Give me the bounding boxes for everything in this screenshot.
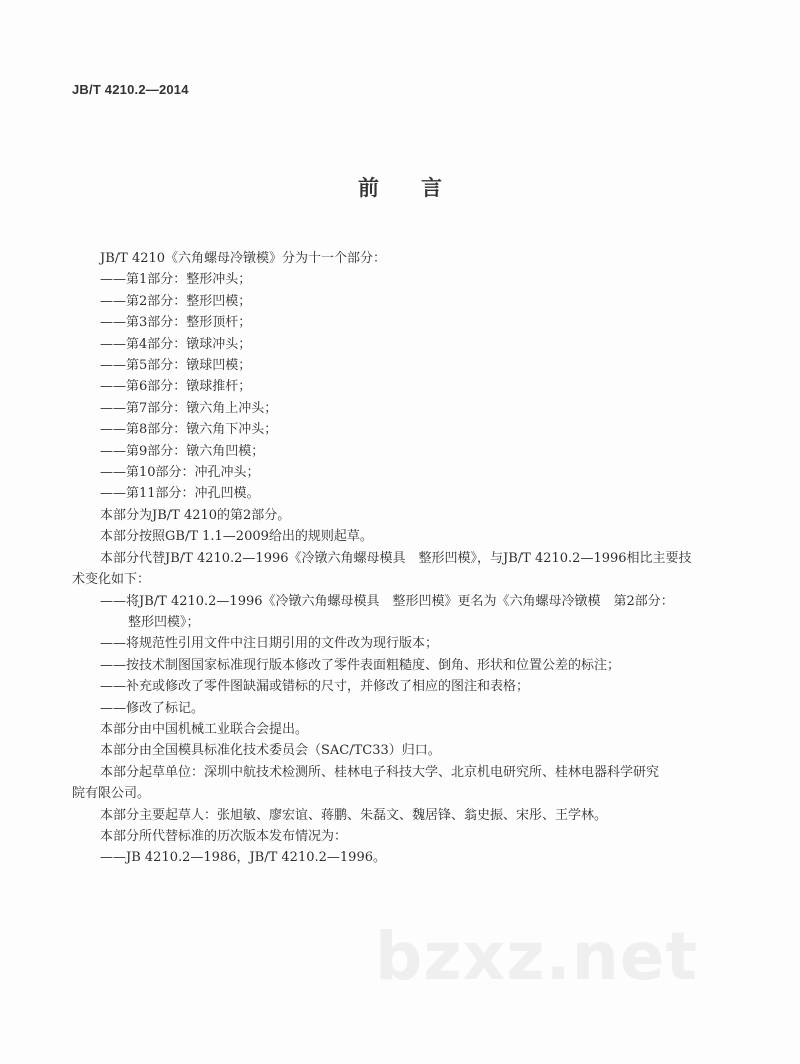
change-item: ——修改了标记。 <box>100 700 205 716</box>
part-item: ——第2部分：整形凹模； <box>100 293 252 309</box>
title-char-2: 言 <box>421 176 442 200</box>
part-item: ——第7部分：镦六角上冲头； <box>100 400 278 416</box>
part-item: ——第9部分：镦六角凹模； <box>100 443 265 459</box>
foreword-body <box>72 248 722 869</box>
change-item: ——补充或修改了零件图缺漏或错标的尺寸，并修改了相应的图注和表格； <box>100 679 530 695</box>
paragraph: 本部分为JB/T 4210的第2部分。 <box>100 507 291 523</box>
part-item: ——第1部分：整形冲头； <box>100 272 252 288</box>
paragraph-continuation: 院有限公司。 <box>72 786 151 802</box>
change-item: ——将规范性引用文件中注日期引用的文件改为现行版本； <box>100 636 439 652</box>
change-item: ——按技术制图国家标准现行版本修改了零件表面粗糙度、倒角、形状和位置公差的标注； <box>100 657 621 673</box>
watermark: bzxz.net <box>375 918 699 995</box>
part-item: ——第6部分：镦球推杆； <box>100 379 252 395</box>
paragraph: 本部分由中国机械工业联合会提出。 <box>100 721 309 737</box>
title-char-1: 前 <box>358 176 379 200</box>
part-item: ——第4部分：镦球冲头； <box>100 336 252 352</box>
intro-line: JB/T 4210《六角螺母冷镦模》分为十一个部分： <box>100 251 387 266</box>
paragraph: 本部分由全国模具标准化技术委员会（SAC/TC33）归口。 <box>100 743 441 759</box>
part-item: ——第3部分：整形顶杆； <box>100 315 252 331</box>
part-item: ——第5部分：镦球凹模； <box>100 358 252 374</box>
paragraph: 本部分按照GB/T 1.1—2009给出的规则起草。 <box>100 529 373 545</box>
change-item: ——将JB/T 4210.2—1996《冷镦六角螺母模具 整形凹模》更名为《六角螺母冷镦模 第2部分： <box>100 593 674 609</box>
change-item-continuation: 整形凹模》； <box>128 614 200 630</box>
paragraph: 本部分所代替标准的历次版本发布情况为： <box>100 828 348 844</box>
history-item: ——JB 4210.2—1986，JB/T 4210.2—1996。 <box>100 850 386 866</box>
part-item: ——第11部分：冲孔凹模。 <box>100 486 260 502</box>
paragraph-continuation: 术变化如下： <box>72 572 151 588</box>
paragraph: 本部分主要起草人：张旭敏、廖宏谊、蒋鹏、朱磊文、魏居锋、翁史振、宋彤、王学林。 <box>100 807 608 823</box>
paragraph: 本部分起草单位：深圳中航技术检测所、桂林电子科技大学、北京机电研究所、桂林电器科学研究 <box>100 764 660 780</box>
page-title <box>0 172 800 202</box>
part-item: ——第10部分：冲孔冲头； <box>100 465 260 481</box>
part-item: ——第8部分：镦六角下冲头； <box>100 422 278 438</box>
standard-code-header: JB/T 4210.2—2014 <box>72 82 189 97</box>
paragraph: 本部分代替JB/T 4210.2—1996《冷镦六角螺母模具 整形凹模》，与JB/T 4210.2—1996相比主要技 <box>100 550 692 566</box>
